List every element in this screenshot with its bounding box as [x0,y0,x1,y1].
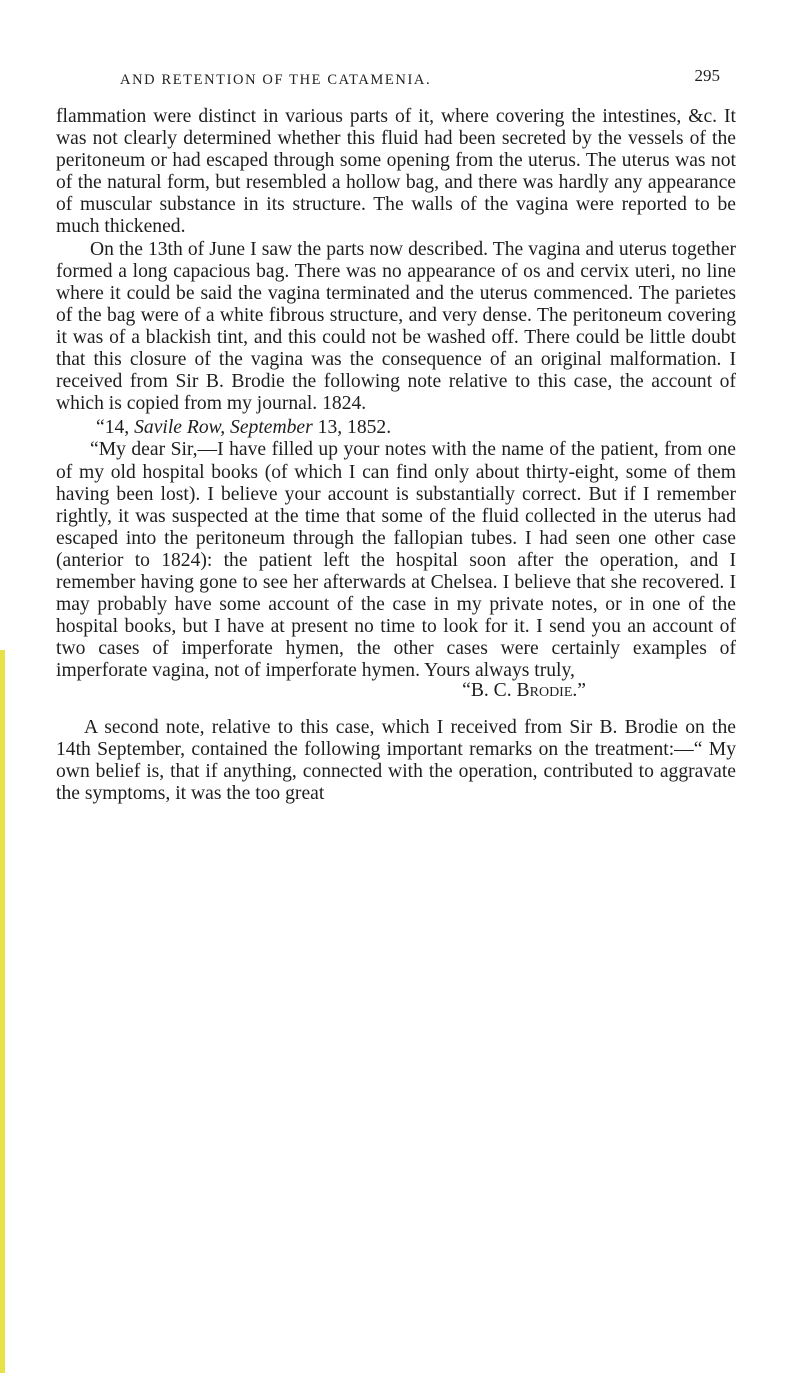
letter-date-place: Savile Row, September [134,417,313,439]
paragraph-june-examination: On the 13th of June I saw the parts now described. The vagina and uterus together formed a long capacious bag. There was no appearance of os and cervix uteri, no line where it could be said the vagina terminated and the uterus commenced. The parietes of the bag were of a white fibrous structure, and very dense. The peritoneum covering it was of a blackish tint, and this could not be washed off. There could be little doubt that this closure of the vagina was the consequence of an original malformation. I received from Sir B. Brodie the following note relative to this case, the account of which is copied from my journal. 1824. [56,238,736,415]
scan-edge-strip [0,650,5,1373]
running-head: AND RETENTION OF THE CATAMENIA. [120,72,432,88]
letter-date-line [56,417,736,439]
letter-date-suffix: 13, 1852. [312,417,392,439]
letter-signature: “B. C. Brodie.” [462,680,586,702]
page-body [56,106,736,805]
letter-date-prefix: “14, [96,417,135,439]
paragraph-continued: flammation were distinct in various parts of it, where covering the intestines, &c. It was not clearly determined whether this fluid had been secreted by the vessels of the peritoneum or had escaped through some opening from the uterus. The uterus was not of the natural form, but resembled a hollow bag, and there was hardly any appearance of muscular substance in its structure. The walls of the vagina were reported to be much thickened. [56,106,736,238]
letter-body: “My dear Sir,—I have filled up your notes with the name of the patient, from one of my old hospital books (of which I can find only about thirty-eight, some of them having been lost). I believe your account is substantially correct. But if I remember rightly, it was suspected at the time that some of the fluid collected in the uterus had escaped into the peritoneum through the fallopian tubes. I had seen one other case (anterior to 1824): the patient left the hospital soon after the operation, and I remember having gone to see her afterwards at Chelsea. I believe that she recovered. I may probably have some account of the case in my private notes, or in one of the hospital books, but I have at present no time to look for it. I send you an account of two cases of imperforate hymen, the other cases were certainly examples of imperforate vagina, not of imperforate hymen. Yours always truly, [56,439,736,682]
page-number: 295 [694,66,720,85]
paragraph-second-note: A second note, relative to this case, which I received from Sir B. Brodie on the 14th September, contained the following important remarks on the treatment:—“ My own belief is, that if anything, connected with the operation, contributed to aggravate the symptoms, it was the too great [56,716,736,804]
page-header [80,66,730,98]
